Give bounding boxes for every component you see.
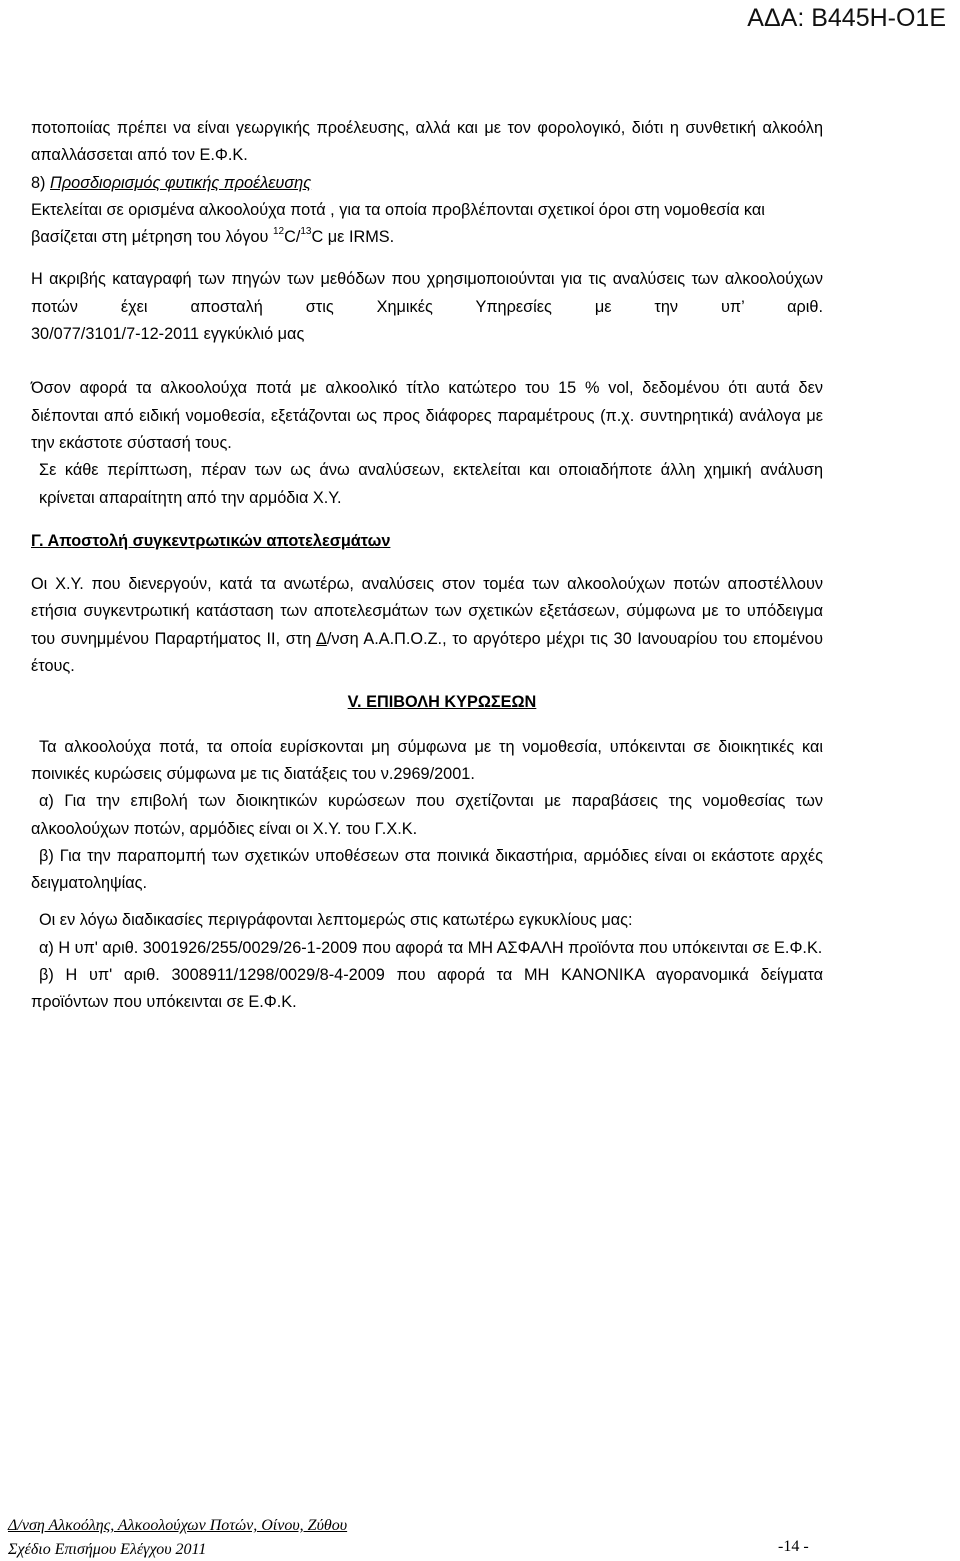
footer-plan-title: Σχέδιο Επισήμου Ελέγχου 2011 (8, 1541, 207, 1558)
section-8-title (31, 170, 823, 197)
text-run: Οι Χ.Υ. που διενεργούν, κατά τα ανωτέρω, αναλύσεις στον τομέα των αλκοολούχων ποτών αποστέλλουν ετήσια συγκεντρωτική κατάσταση των αποτελεσμάτων των σχετικών εξετάσεων, σύμφωνα με το υπόδειγμα του συνημμένου Παραρτήματος ΙΙ, στη (31, 575, 823, 648)
superscript-12: 12 (272, 225, 285, 237)
paragraph-low-alcohol: Όσον αφορά τα αλκοολούχα ποτά με αλκοολικό τίτλο κατώτερο του 15 % vol, δεδομένου ότι αυτά δεν διέπονται από ειδική νομοθεσία, εξετάζονται ως προς διάφορες παραμέτρους (π.χ. συντηρητικά) ανάλογα με την εκάστοτε σύστασή τους. (31, 379, 823, 452)
paragraph-sanctions: Τα αλκοολούχα ποτά, τα οποία ευρίσκονται μη σύμφωνα με τη νομοθεσία, υπόκεινται σε διοικητικές και ποινικές κυρώσεις σύμφωνα με τις διατάξεις του ν.2969/2001. (31, 737, 823, 783)
paragraph-circular-a: α) Η υπ' αριθ. 3001926/255/0029/26-1-2009 που αφορά τα ΜΗ ΑΣΦΑΛΗ προϊόντα που υπόκεινται σε Ε.Φ.Κ. (39, 938, 823, 957)
paragraph-irms (31, 197, 823, 252)
ada-code: ΑΔΑ: Β445Η-Ο1Ε (747, 4, 946, 32)
footer-department: Δ/νση Αλκοόλης, Αλκοολούχων Ποτών, Οίνου, Ζύθου (8, 1517, 348, 1534)
paragraph-penal-sanctions: β) Για την παραπομπή των σχετικών υποθέσεων στα ποινικά δικαστήρια, αρμόδιες είναι οι εκάστοτε αρχές δειγματοληψίας. (31, 846, 823, 893)
dnsi-link[interactable]: Δ (315, 629, 327, 648)
text-run: /νση Α.Α.Π.Ο.Ζ., το αργότερο μέχρι τις 30 Ιανουαρίου του επομένου έτους. (31, 629, 823, 676)
paragraph-admin-sanctions: α) Για την επιβολή των διοικητικών κυρώσεων που σχετίζονται με παραβάσεις της νομοθεσίας των αλκοολούχων ποτών, αρμόδιες είναι οι Χ.Υ. του Γ.Χ.Κ. (31, 792, 823, 838)
paragraph-other-analysis: Σε κάθε περίπτωση, πέραν των ως άνω αναλύσεων, εκτελείται και οποιαδήποτε άλλη χημική ανάλυση κρίνεται απαραίτητη από την αρμόδια Χ.Υ. (39, 461, 823, 507)
heading-v: V. ΕΠΙΒΟΛΗ ΚΥΡΩΣΕΩΝ (347, 693, 537, 712)
superscript-13: 13 (300, 225, 312, 237)
paragraph-reporting (31, 571, 823, 680)
paragraph-circular-b: β) Η υπ' αριθ. 3008911/1298/0029/8-4-2009 που αφορά τα ΜΗ ΚΑΝΟΝΙΚΑ αγορανομικά δείγματα προϊόντων που υπόκεινται σε Ε.Φ.Κ. (31, 966, 823, 1012)
paragraph-methods-ref: 30/077/3101/7-12-2011 εγγκύκλιό μας (31, 325, 305, 344)
text-run: Εκτελείται σε ορισμένα αλκοολούχα ποτά , για τα οποία προβλέπονται σχετικοί όροι στη νομοθεσία και βασίζεται στη μέτρηση του λόγου (31, 200, 765, 247)
page-number: -14 - (778, 1538, 809, 1555)
section-number: 8) (31, 173, 51, 192)
section-title: Προσδιορισμός φυτικής προέλευσης (50, 173, 312, 192)
paragraph-circulars-intro: Οι εν λόγω διαδικασίες περιγράφονται λεπτομερώς στις κατωτέρω εγκυκλίους μας: (39, 911, 633, 930)
text-run: C με IRMS. (311, 228, 395, 247)
document-body (31, 115, 823, 1017)
heading-g: Γ. Αποστολή συγκεντρωτικών αποτελεσμάτων (31, 531, 391, 550)
paragraph-methods: Η ακριβής καταγραφή των πηγών των μεθόδων που χρησιμοποιούνται για τις αναλύσεις των αλκοολούχων ποτών έχει αποσταλή στις Χημικές Υπηρεσίες με την υπ’ αριθ. (31, 270, 823, 316)
paragraph-intro: ποτοποιίας πρέπει να είναι γεωργικής προέλευσης, αλλά και με τον φορολογικό, διότι η συνθετική αλκοόλη απαλλάσσεται από τον Ε.Φ.Κ. (31, 119, 823, 165)
text-run: C/ (284, 228, 301, 247)
